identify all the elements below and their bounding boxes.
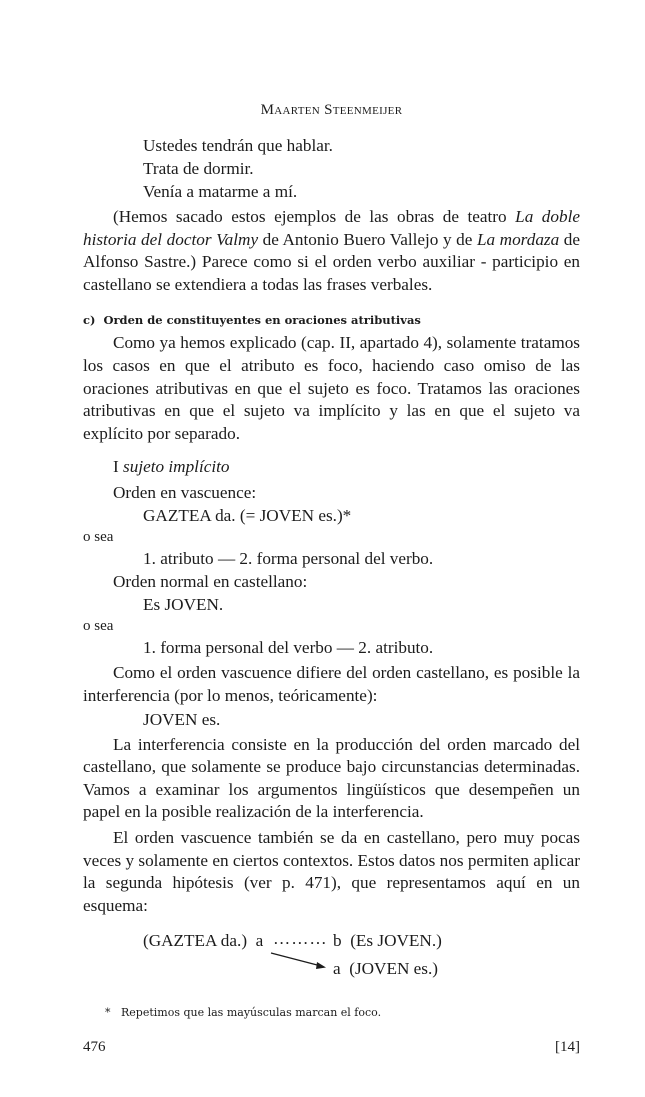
scheme-left: (GAZTEA da.) a [143, 931, 264, 951]
basque-order-label: Orden en vascuence: [113, 483, 257, 503]
running-head: Maarten Steenmeijer [260, 102, 403, 118]
scheme-right-bottom: a (JOVEN es.) [333, 959, 439, 979]
paragraph-sources [83, 206, 580, 296]
subsection-title [83, 455, 580, 478]
page-number: 476 [83, 1039, 106, 1056]
example-line: Venía a matarme a mí. [143, 182, 298, 201]
spanish-order-label: Orden normal en castellano: [113, 572, 308, 592]
para-text: de Antonio Buero Vallejo y de [258, 229, 477, 249]
para-text: El orden vascuence también se da en castellano, pero muy pocas veces y solamente en ciertos contextos. Estos datos nos permiten aplicar la segunda hipótesis (ver p. 471), que representamos aquí en un esquema: [83, 827, 580, 915]
footnote [83, 1005, 580, 1021]
arrow-icon [269, 951, 329, 973]
subsection-numeral: I [113, 457, 119, 477]
basque-example: GAZTEA da. (= JOVEN es.)* [143, 506, 352, 526]
para-text: Como ya hemos explicado (cap. II, apartado 4), solamente tratamos los casos en que el atributo es foco, haciendo caso omiso de las oraciones atributivas en que el sujeto es foco. Tratamos las oraciones atributivas en que el sujeto va implícito y las en que el sujeto va explícito por separado. [83, 333, 580, 443]
spanish-example: Es JOVEN. [143, 595, 224, 615]
scheme-right-top: b (Es JOVEN.) [333, 931, 442, 951]
paragraph-hypothesis [83, 827, 580, 917]
play-title: La doble historia del doctor Valmy [83, 207, 580, 249]
footnote-marker: * [105, 1006, 111, 1020]
bracket-page-number: [14] [555, 1039, 580, 1056]
subsection-label: sujeto implícito [123, 457, 230, 477]
footnote-text: Repetimos que las mayúsculas marcan el foco. [121, 1006, 382, 1020]
para-text: (Hemos sacado estos ejemplos de las obras de teatro [113, 207, 516, 226]
para-text: La interferencia consiste en la producción del orden marcado del castellano, que solamente se produce bajo circunstancias determinadas. Vamos a examinar los argumentos lingüísticos que desempeñen un papel en la posible realización de la interferencia. [83, 734, 580, 822]
para-text: de Alfonso Sastre.) Parece como si el orden verbo auxiliar - participio en castellano se extendiera a todas las frases verbales. [83, 229, 581, 294]
o-sea-label: o sea [83, 618, 114, 635]
page-footer [83, 1037, 580, 1057]
scheme-dots: ……… [273, 929, 328, 949]
para-text: Como el orden vascuence difiere del orden castellano, es posible la interferencia (por lo menos, teóricamente): [83, 663, 580, 705]
spanish-formula: 1. forma personal del verbo — 2. atributo. [143, 638, 434, 658]
example-line: Ustedes tendrán que hablar. [143, 136, 333, 155]
paragraph-marked-order [83, 734, 580, 824]
section-heading: c) Orden de constituyentes en oraciones atributivas [83, 313, 421, 328]
interference-example: JOVEN es. [143, 709, 221, 729]
play-title: La mordaza [476, 229, 560, 249]
paragraph-interference [83, 662, 580, 707]
basque-formula: 1. atributo — 2. forma personal del verbo. [143, 549, 434, 569]
o-sea-label: o sea [83, 529, 114, 546]
scheme-diagram [83, 927, 580, 983]
example-line: Trata de dormir. [143, 159, 254, 178]
paragraph-intro [83, 332, 580, 445]
